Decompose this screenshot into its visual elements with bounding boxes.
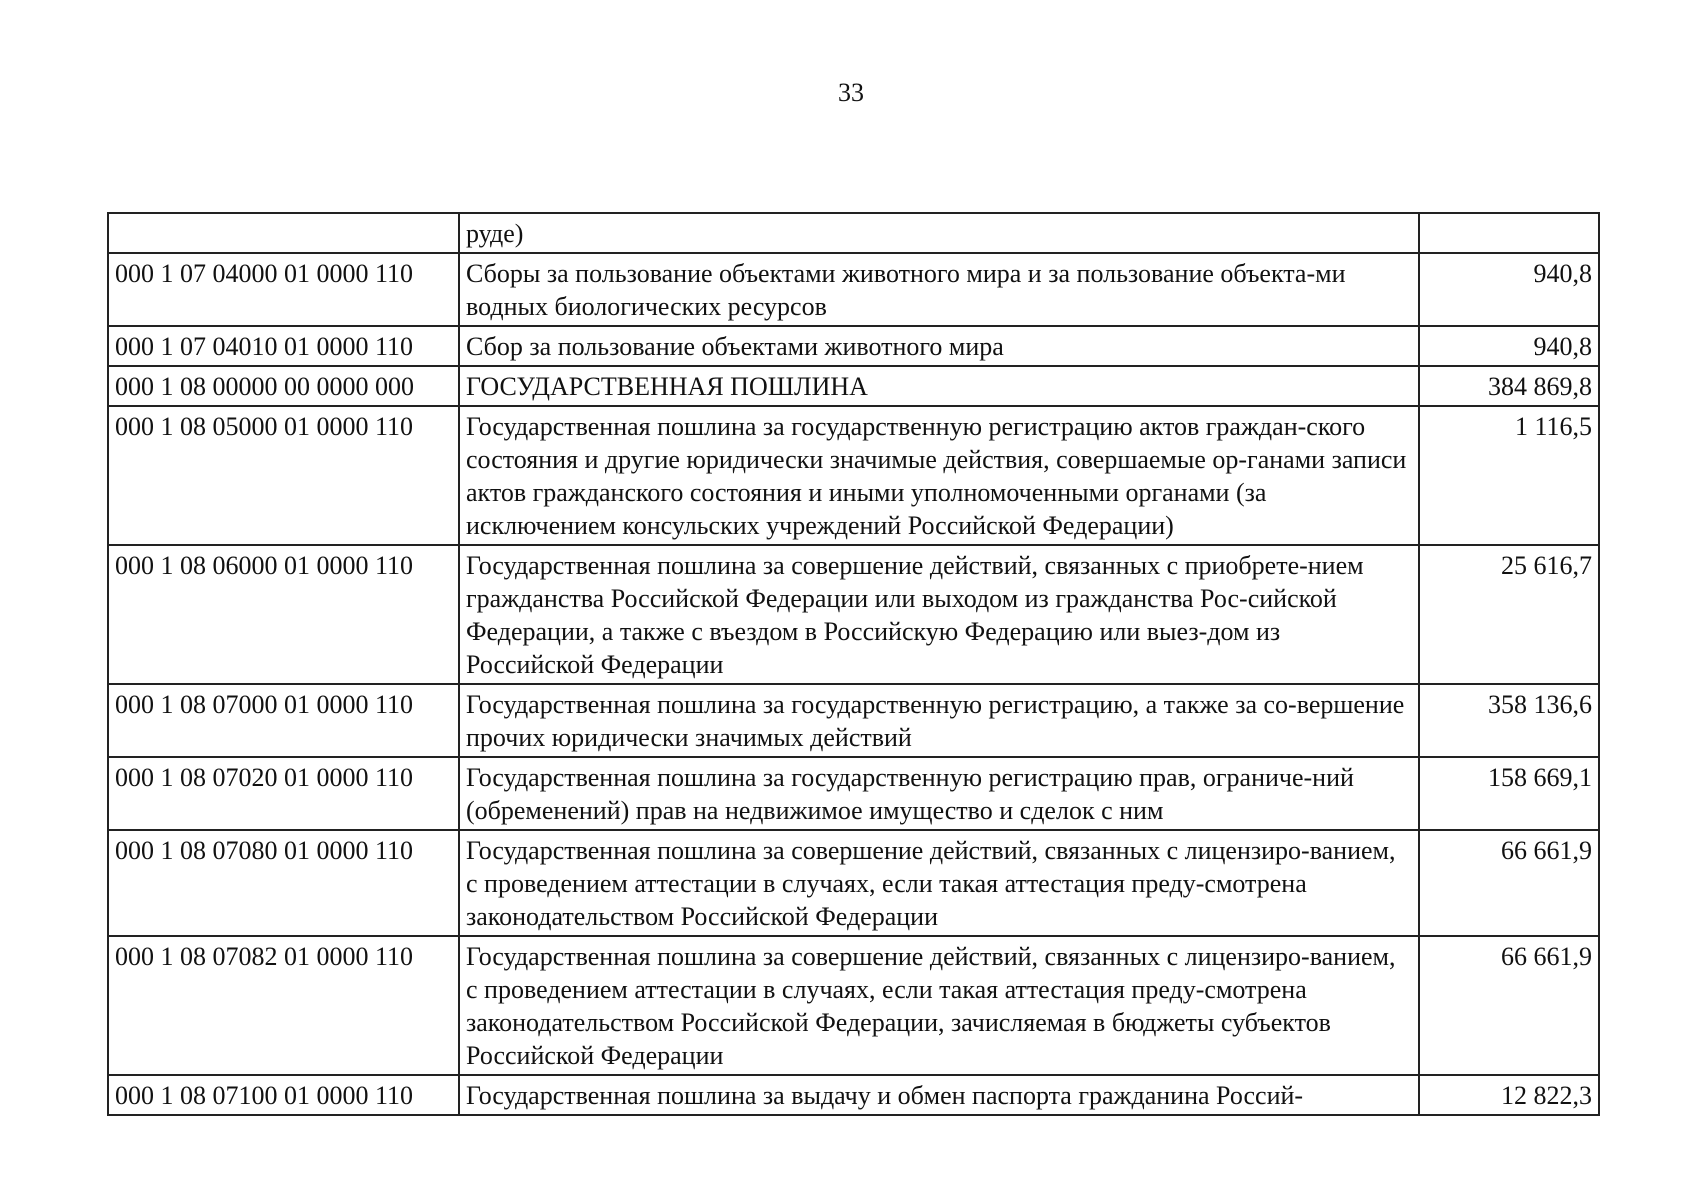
amount-cell: 66 661,9 (1419, 936, 1599, 1075)
description-cell: ГОСУДАРСТВЕННАЯ ПОШЛИНА (459, 366, 1419, 406)
description-cell: Государственная пошлина за выдачу и обмен паспорта гражданина Россий- (459, 1075, 1419, 1115)
table-row (108, 366, 1599, 406)
table-row (108, 830, 1599, 936)
budget-code-cell: 000 1 07 04000 01 0000 110 (108, 253, 459, 326)
amount-cell: 1 116,5 (1419, 406, 1599, 545)
amount-cell: 25 616,7 (1419, 545, 1599, 684)
description-cell: Государственная пошлина за совершение действий, связанных с лицензиро-ванием, с проведением аттестации в случаях, если такая аттестация преду-смотрена законодательством Российской Федерации, зачисляемая в бюджеты субъектов Российской Федерации (459, 936, 1419, 1075)
amount-cell (1419, 213, 1599, 253)
budget-code-cell: 000 1 08 07100 01 0000 110 (108, 1075, 459, 1115)
description-cell: руде) (459, 213, 1419, 253)
amount-cell: 158 669,1 (1419, 757, 1599, 830)
description-cell: Сборы за пользование объектами животного мира и за пользование объекта-ми водных биологических ресурсов (459, 253, 1419, 326)
amount-cell: 940,8 (1419, 326, 1599, 366)
table-row (108, 545, 1599, 684)
amount-cell: 940,8 (1419, 253, 1599, 326)
description-cell: Государственная пошлина за совершение действий, связанных с приобрете-нием гражданства Российской Федерации или выходом из гражданства Рос-сийской Федерации, а также с въездом в Российскую Федерацию или выез-дом из Российской Федерации (459, 545, 1419, 684)
amount-cell: 384 869,8 (1419, 366, 1599, 406)
table-row (108, 1075, 1599, 1115)
budget-code-cell: 000 1 08 07080 01 0000 110 (108, 830, 459, 936)
budget-code-cell: 000 1 07 04010 01 0000 110 (108, 326, 459, 366)
table-row (108, 936, 1599, 1075)
amount-cell: 358 136,6 (1419, 684, 1599, 757)
table-row (108, 253, 1599, 326)
table-row (108, 757, 1599, 830)
table-row (108, 684, 1599, 757)
description-cell: Государственная пошлина за совершение действий, связанных с лицензиро-ванием, с проведением аттестации в случаях, если такая аттестация преду-смотрена законодательством Российской Федерации (459, 830, 1419, 936)
budget-code-cell (108, 213, 459, 253)
description-cell: Государственная пошлина за государственную регистрацию прав, ограниче-ний (обременений) прав на недвижимое имущество и сделок с ним (459, 757, 1419, 830)
table-row (108, 406, 1599, 545)
page-number: 33 (838, 78, 864, 107)
description-cell: Государственная пошлина за государственную регистрацию, а также за со-вершение прочих юридически значимых действий (459, 684, 1419, 757)
budget-code-cell: 000 1 08 07082 01 0000 110 (108, 936, 459, 1075)
budget-code-cell: 000 1 08 07020 01 0000 110 (108, 757, 459, 830)
description-cell: Сбор за пользование объектами животного мира (459, 326, 1419, 366)
amount-cell: 66 661,9 (1419, 830, 1599, 936)
amount-cell: 12 822,3 (1419, 1075, 1599, 1115)
table-row (108, 326, 1599, 366)
budget-code-cell: 000 1 08 07000 01 0000 110 (108, 684, 459, 757)
budget-code-cell: 000 1 08 05000 01 0000 110 (108, 406, 459, 545)
description-cell: Государственная пошлина за государственную регистрацию актов граждан-ского состояния и другие юридически значимые действия, совершаемые ор-ганами записи актов гражданского состояния и иными уполномоченными органами (за исключением консульских учреждений Российской Федерации) (459, 406, 1419, 545)
table-row (108, 213, 1599, 253)
revenue-table (107, 212, 1600, 1116)
budget-code-cell: 000 1 08 06000 01 0000 110 (108, 545, 459, 684)
budget-code-cell: 000 1 08 00000 00 0000 000 (108, 366, 459, 406)
